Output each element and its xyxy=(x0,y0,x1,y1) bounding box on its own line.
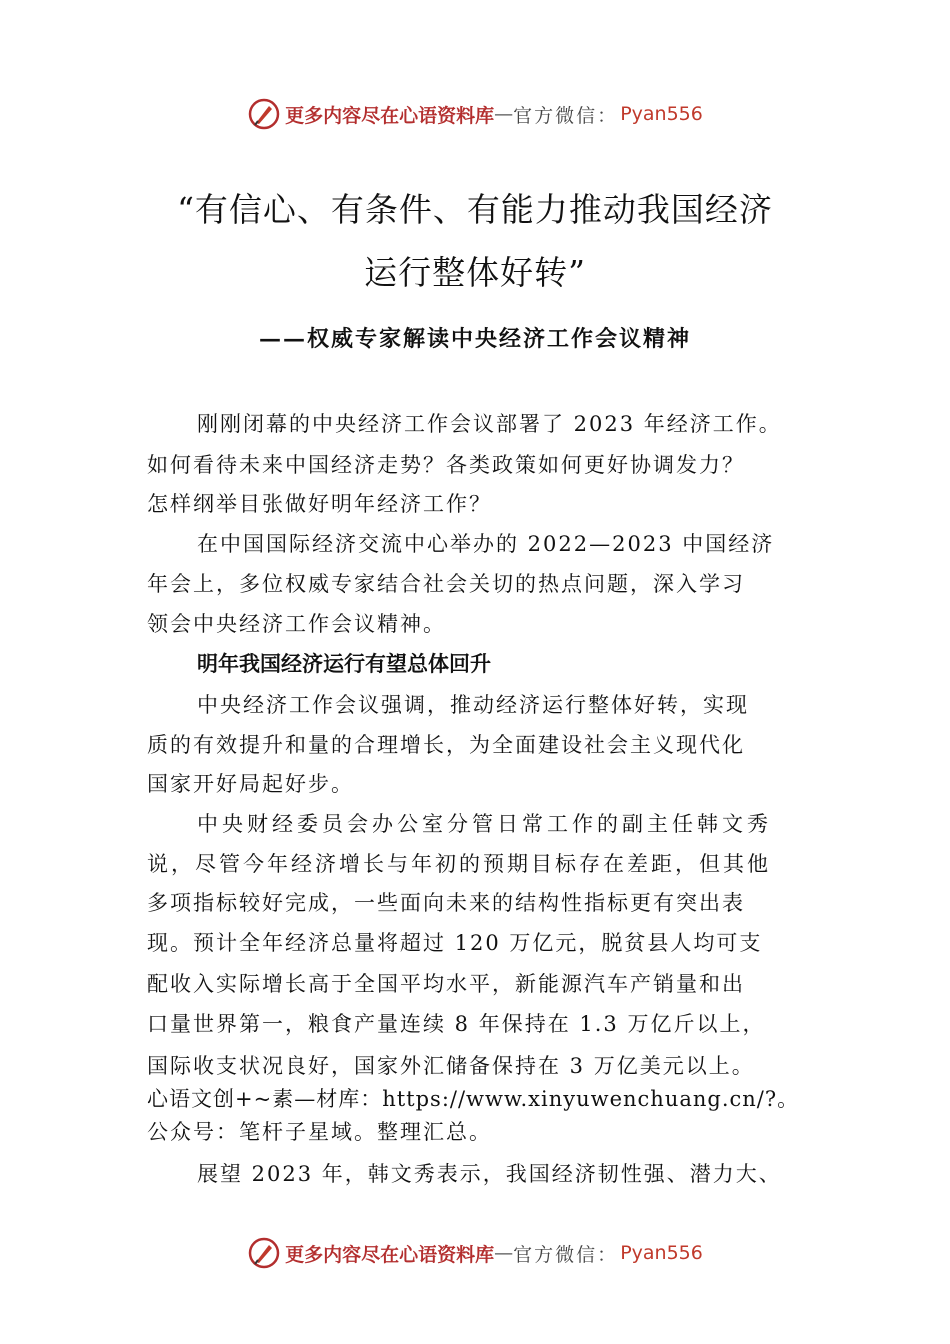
brand-text: 更多内容尽在心语资料库 xyxy=(285,1243,495,1266)
document-title-line-2: 运行整体好转” xyxy=(364,253,586,292)
document-title-line-1: “有信心、有条件、有能力推动我国经济 xyxy=(177,190,773,229)
body-line: 展望 2023 年，韩文秀表示，我国经济韧性强、潜力大、 xyxy=(197,1162,782,1186)
banner-dash: — xyxy=(494,103,514,125)
body-line: 刚刚闭幕的中央经济工作会议部署了 2023 年经济工作。 xyxy=(197,412,782,436)
footer-watermark xyxy=(0,1233,950,1273)
body-line: 配收入实际增长高于全国平均水平，新能源汽车产销量和出 xyxy=(147,972,745,996)
wechat-label: 官方微信： xyxy=(513,104,619,127)
wechat-label: 官方微信： xyxy=(513,1243,619,1266)
brand-text: 更多内容尽在心语资料库 xyxy=(285,104,495,127)
quill-logo-icon xyxy=(247,97,281,131)
body-line: 公众号：笔杆子星域。整理汇总。 xyxy=(147,1120,492,1144)
body-line: 多项指标较好完成，一些面向未来的结构性指标更有突出表 xyxy=(147,891,745,915)
wechat-account: Pyan556 xyxy=(620,103,703,125)
body-line: 国际收支状况良好，国家外汇储备保持在 3 万亿美元以上。 xyxy=(147,1054,755,1078)
body-line: 口量世界第一，粮食产量连续 8 年保持在 1.3 万亿斤以上， xyxy=(147,1012,766,1036)
document-subtitle: ——权威专家解读中央经济工作会议精神 xyxy=(258,326,691,352)
section-heading: 明年我国经济运行有望总体回升 xyxy=(197,652,491,676)
wechat-account: Pyan556 xyxy=(620,1242,703,1264)
body-line: 心语文创+~素—材库：https://www.xinyuwenchuang.cn/?。 xyxy=(147,1087,800,1111)
body-line: 中央经济工作会议强调，推动经济运行整体好转，实现 xyxy=(197,693,749,717)
body-line: 怎样纲举目张做好明年经济工作？ xyxy=(147,492,492,516)
body-line: 说，尽管今年经济增长与年初的预期目标存在差距，但其他 xyxy=(147,852,771,876)
body-line: 如何看待未来中国经济走势？各类政策如何更好协调发力？ xyxy=(147,453,745,477)
header-watermark xyxy=(0,94,950,134)
body-line: 国家开好局起好步。 xyxy=(147,772,354,796)
body-line: 年会上，多位权威专家结合社会关切的热点问题，深入学习 xyxy=(147,572,745,596)
body-line: 领会中央经济工作会议精神。 xyxy=(147,612,446,636)
body-line: 在中国国际经济交流中心举办的 2022—2023 中国经济 xyxy=(197,532,775,556)
banner-dash: — xyxy=(494,1242,514,1264)
body-line: 现。预计全年经济总量将超过 120 万亿元，脱贫县人均可支 xyxy=(147,931,763,955)
quill-logo-icon xyxy=(247,1236,281,1270)
body-line: 中央财经委员会办公室分管日常工作的副主任韩文秀 xyxy=(197,812,772,836)
body-line: 质的有效提升和量的合理增长，为全面建设社会主义现代化 xyxy=(147,733,745,757)
